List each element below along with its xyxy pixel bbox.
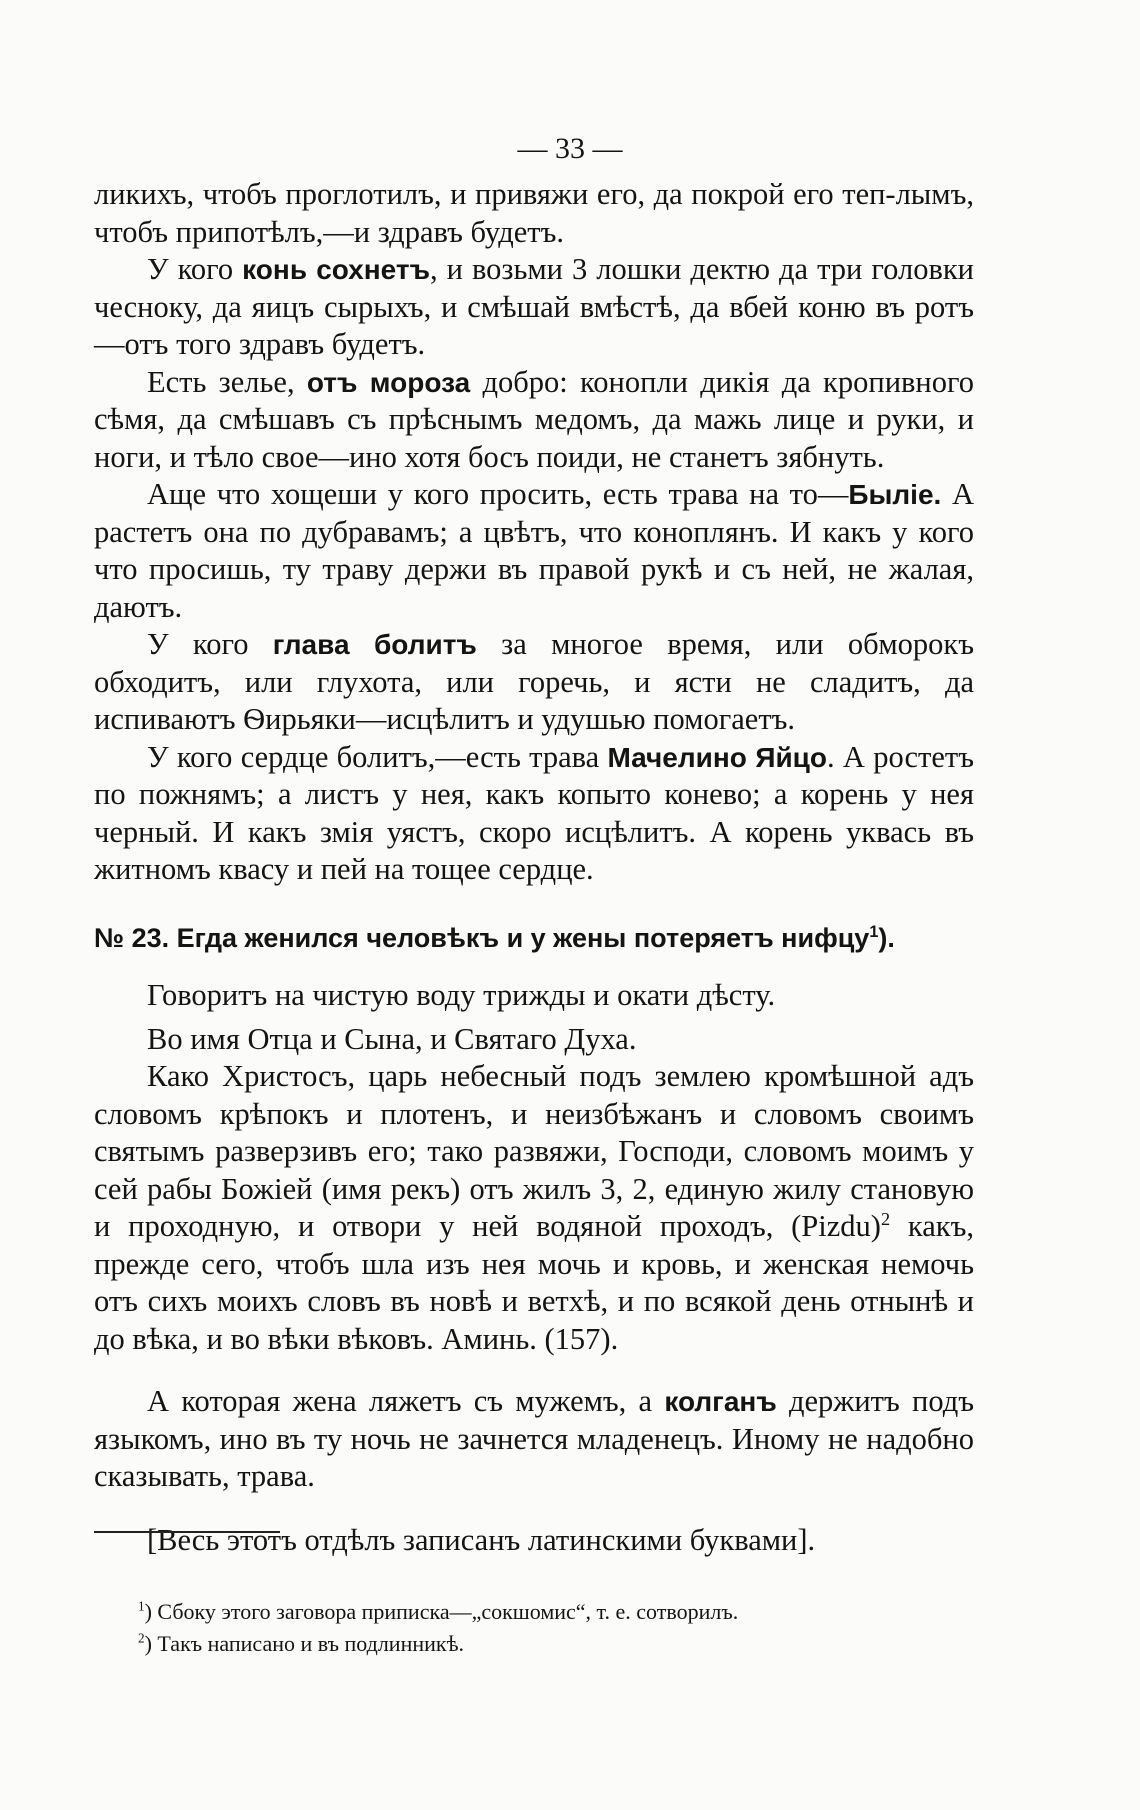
footnote-divider bbox=[94, 1531, 280, 1533]
footnote: $^1$) Сбоку этого заговора приписка—„сокшомис“, т. е. сотворилъ. bbox=[138, 1598, 739, 1624]
charm-body: Како Христосъ, царь небесный подъ землею кромѣшной адъ словомъ крѣпокъ и плотенъ, и неизбѣжанъ и словомъ своимъ святымъ разверзивъ его; тако развяжи, Господи, словомъ моимъ у сей рабы Божiей (имя рекъ) отъ жилъ 3, 2, единую жилу становую и проходную, и отвори у ней водяной проходъ, (Pizdu)$^2$ какъ, прежде сего, чтобъ шла изъ нея мочь и кровь, и женская немочь отъ сихъ моихъ словъ въ новѣ и ветхѣ, и по всякой день отнынѣ и до вѣка, и во вѣки вѣковъ. Аминь. (157). bbox=[94, 1059, 975, 1356]
paragraph-kolgan: А которая жена ляжетъ съ мужемъ, а колганъ держитъ подъ языкомъ, ино въ ту ночь не зачнется младенецъ. Иному не надобно сказывать, трава. bbox=[94, 1384, 974, 1493]
paragraph-frost-remedy: Есть зелье, отъ мороза добро: конопли дикія да кропивного сѣмя, да смѣшавъ съ прѣснымъ медомъ, да мажь лице и руки, и ноги, и тѣло свое—ино хотя босъ поиди, не станетъ зябнуть. bbox=[94, 364, 974, 474]
footnote-mark: 2 bbox=[138, 1630, 145, 1646]
footnote-ref: 2 bbox=[880, 1208, 891, 1229]
section-title: Егда женился человѣкъ и у жены потеряетъ нифцу bbox=[176, 923, 870, 953]
charm-instruction: Говоритъ на чистую воду трижды и окати дѣсту. bbox=[147, 978, 776, 1012]
section-number: № 23. bbox=[94, 923, 170, 953]
page-number: — 33 — bbox=[517, 132, 623, 165]
charm-invocation: Во имя Отца и Сына, и Святаго Духа. bbox=[147, 1021, 637, 1056]
main-text bbox=[94, 176, 974, 889]
charm-text bbox=[94, 977, 974, 1358]
bold-term: колганъ bbox=[664, 1386, 777, 1417]
paragraph-headache-remedy: У кого глава болитъ за многое время, или обморокъ обходитъ, или глухота, или горечь, и ясти не сладитъ, да испиваютъ Ѳирьяки—исцѣлитъ и удушью помогаетъ. bbox=[94, 627, 974, 736]
footnote-mark: 1 bbox=[138, 1598, 145, 1614]
paragraph-continued: ликихъ, чтобъ проглотилъ, и привяжи его, да покрой его теп-лымъ, чтобъ припотѣлъ,—и здравъ будетъ. bbox=[94, 177, 974, 249]
paragraph-horse-remedy: У кого конь сохнетъ, и возьми 3 лошки дектю да три головки чесноку, да яицъ сырыхъ, и смѣшай вмѣстѣ, да вбей коню въ ротъ—отъ того здравъ будетъ. bbox=[94, 252, 974, 361]
footnote: $^2$) Такъ написано и въ подлинникѣ. bbox=[138, 1630, 465, 1656]
paragraph-bylie-herb: Аще что хощеши у кого просить, есть трава на то—Былiе. А растетъ она по дубравамъ; а цвѣтъ, что коноплянъ. И какъ у кого что просишь, ту траву держи въ правой рукѣ и съ ней, не жалая, даютъ. bbox=[94, 477, 974, 624]
editor-note: [Весь этотъ отдѣлъ записанъ латинскими буквами]. bbox=[147, 1522, 816, 1557]
footnote-ref: 1 bbox=[869, 923, 879, 941]
bold-term: Мачелино Яйцо bbox=[607, 741, 827, 773]
bold-term: глава болитъ bbox=[272, 629, 477, 660]
bold-term: Былiе. bbox=[848, 479, 942, 510]
bold-term: конь сохнетъ bbox=[242, 254, 430, 285]
section-heading: № 23. Егда женился человѣкъ и у жены потеряетъ нифцу$^1$). bbox=[94, 923, 895, 953]
paragraph-heart-remedy: У кого сердце болитъ,—есть трава Мачелино Яйцо. А ростетъ по пожнямъ; а листъ у нея, какъ копыто конево; а корень у нея черный. И какъ змія уястъ, скоро исцѣлитъ. А корень уквась въ житномъ квасу и пей на тощее сердце. bbox=[94, 739, 974, 886]
bold-term: отъ мороза bbox=[306, 366, 471, 398]
